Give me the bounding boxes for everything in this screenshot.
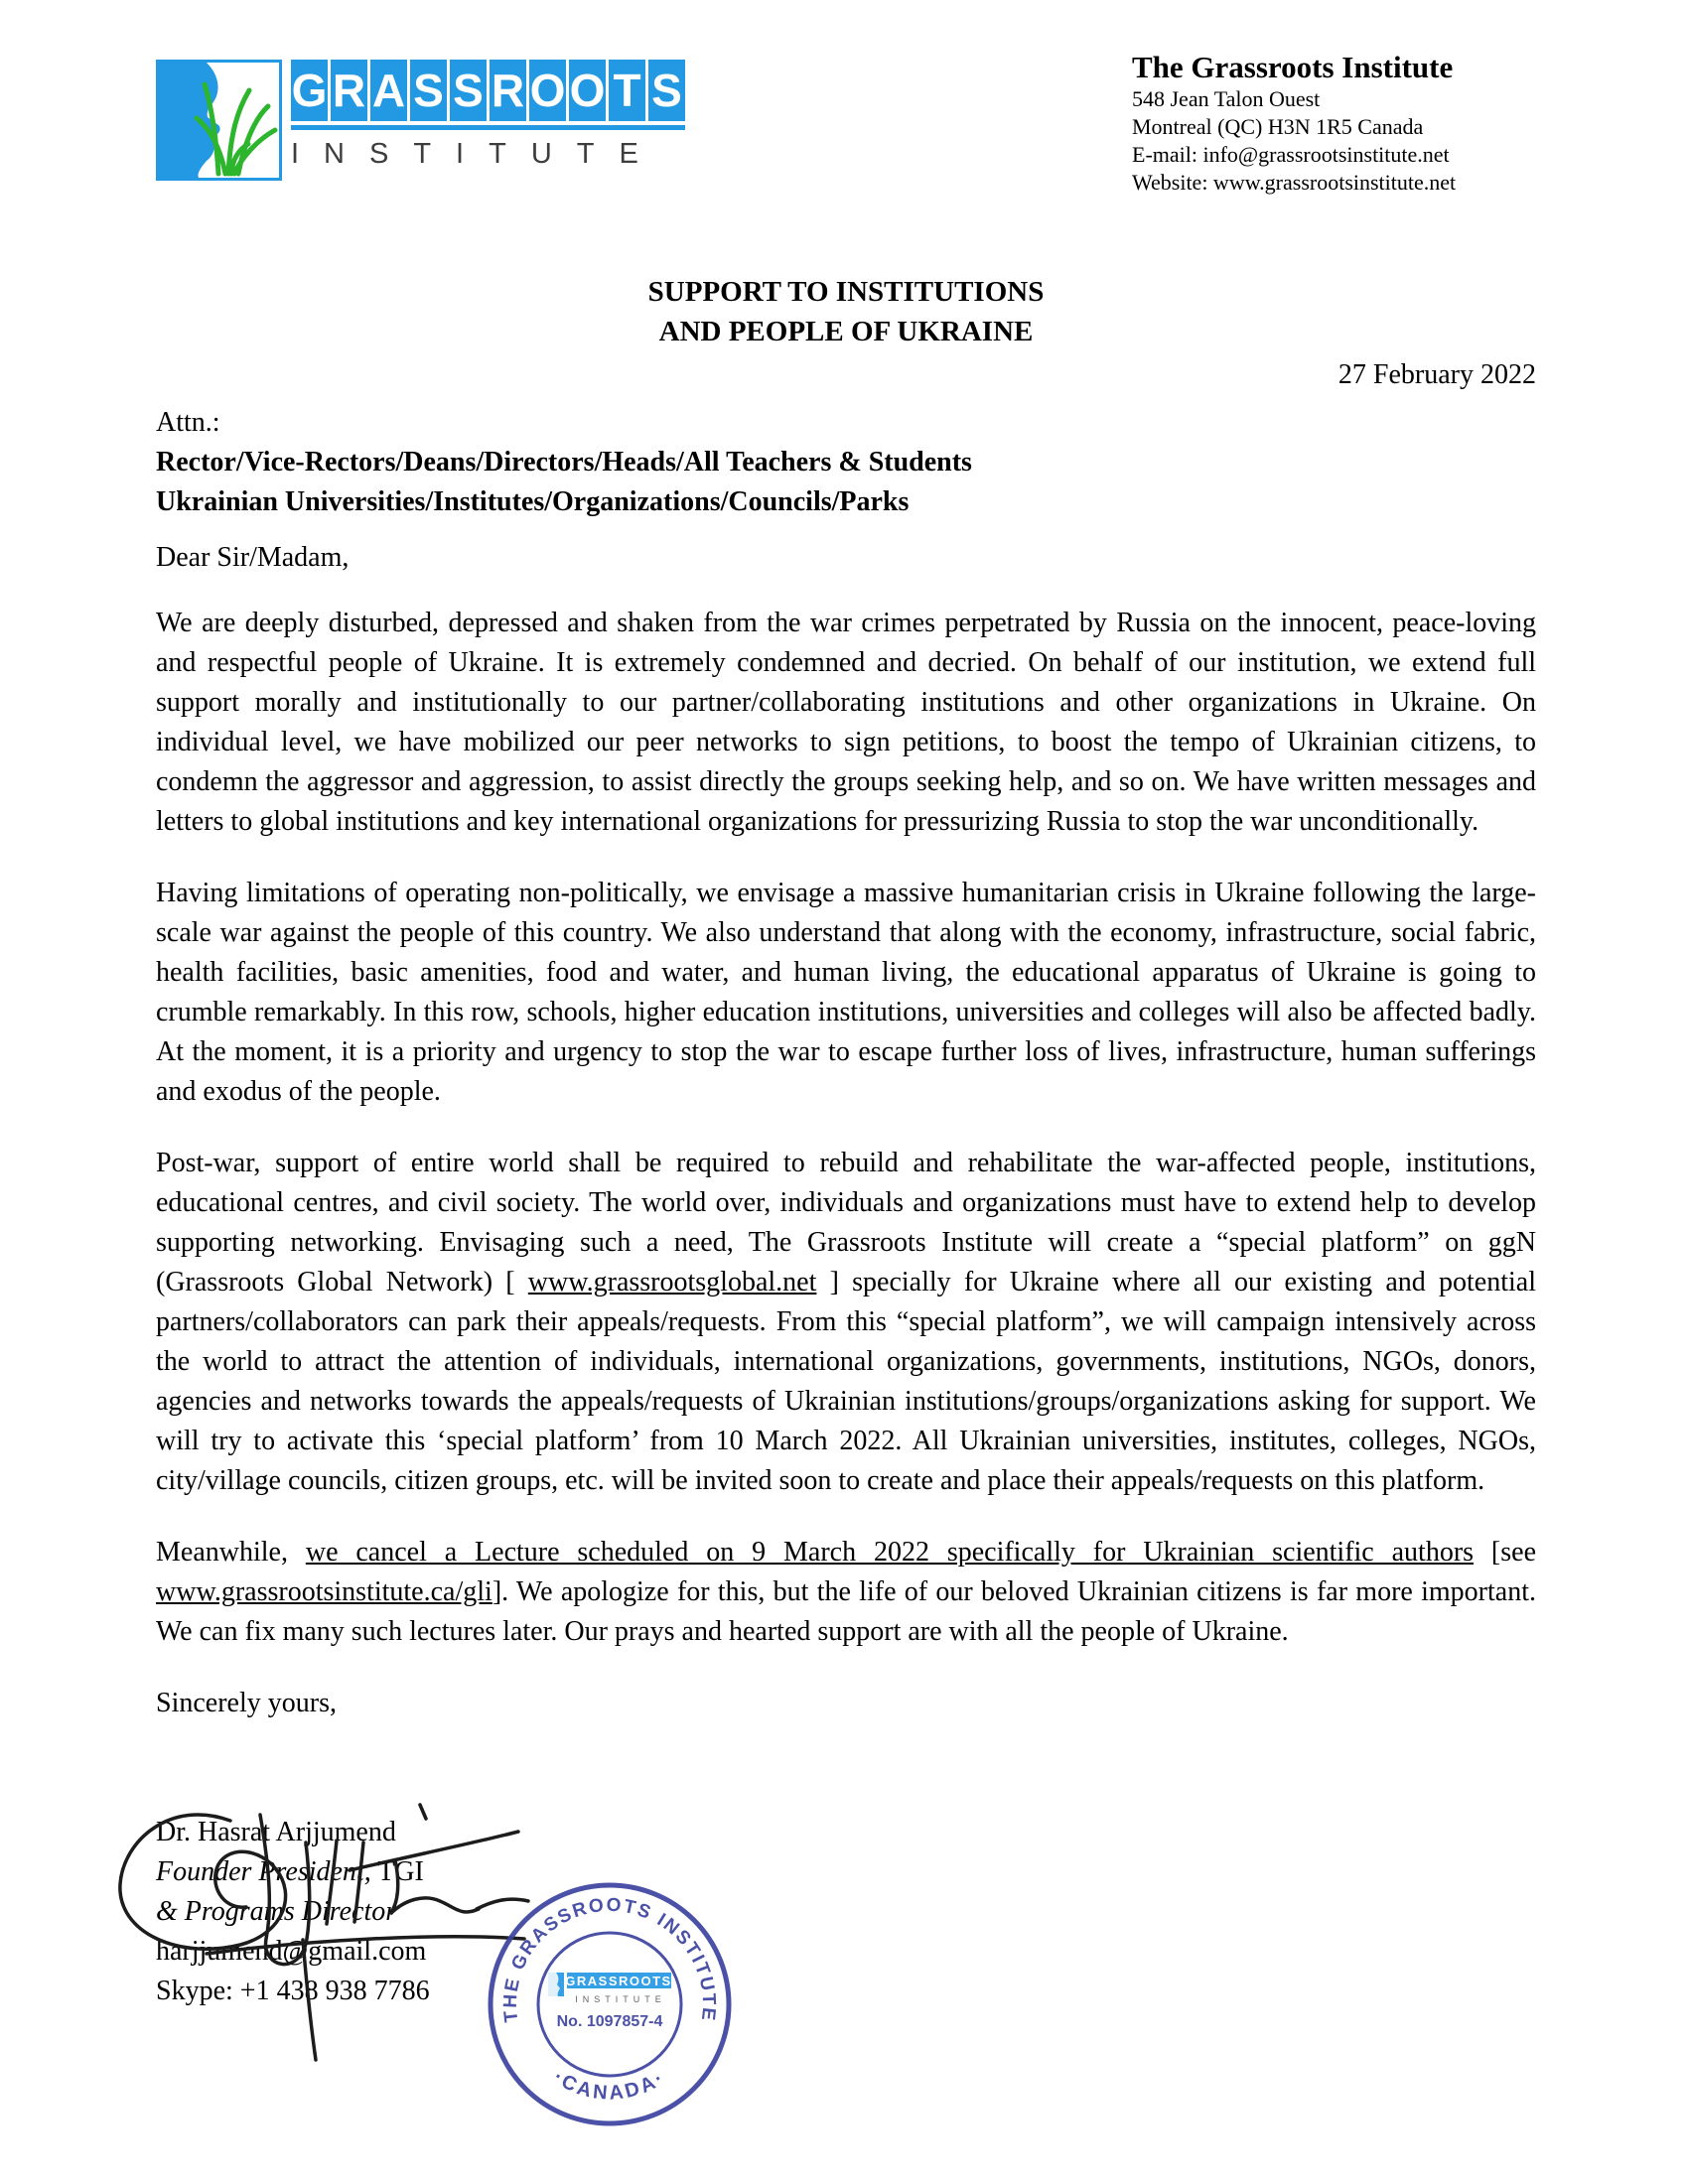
logo-letter: O	[529, 60, 566, 121]
logo-letter: S	[648, 60, 685, 121]
stamp-mini-logo	[548, 1973, 672, 2004]
letter-date: 27 February 2022	[1337, 359, 1536, 390]
closing: Sincerely yours,	[156, 1688, 337, 1718]
logo-underline	[291, 125, 685, 130]
org-email-line: E-mail: info@grassrootsinstitute.net	[1132, 142, 1450, 167]
subject-title	[156, 272, 1536, 351]
institute-stamp	[485, 1879, 735, 2134]
paragraph-4-text-end: ]. We apologize for this, but the life of our beloved Ukrainian citizens is far more important. We can fix many such lectures later. Our prays and hearted support are with all the people of Ukraine.	[156, 1576, 1536, 1647]
signer-title-2: & Programs Director	[156, 1896, 397, 1927]
signer-title-1-rest: TGI	[370, 1856, 424, 1887]
signature-block	[156, 1813, 1536, 2011]
signer-email: harjjumend@gmail.com	[156, 1936, 427, 1967]
paragraph-4-text: Meanwhile,	[156, 1537, 306, 1568]
paragraph-1: We are deeply disturbed, depressed and shaken from the war crimes perpetrated by Russia on the innocent, peace-loving and respectful people of Ukraine. It is extremely condemned and decried. On behalf of our institution, we extend full support morally and institutionally to our partner/collaborating institutions and other organizations in Ukraine. On individual level, we have mobilized our peer networks to sign petitions, to boost the tempo of Ukrainian citizens, to condemn the aggressor and aggression, to assist directly the groups seeking help, and so on. We have written messages and letters to global institutions and key international organizations for pressurizing Russia to stop the war unconditionally.	[156, 608, 1536, 837]
signer-name: Dr. Hasrat Arjjumend	[156, 1817, 396, 1847]
stamp-ring-text-bottom: ·CANADA·	[549, 2066, 670, 2105]
org-contact-block	[1132, 50, 1599, 197]
org-address-line-1: 548 Jean Talon Ouest	[1132, 86, 1321, 111]
stamp-mini-institute: INSTITUTE	[575, 1994, 666, 2004]
logo-letter: O	[569, 60, 606, 121]
paragraph-4-text-mid: [see	[1474, 1537, 1537, 1568]
attn-label: Attn.:	[156, 407, 220, 438]
stamp-mini-grassroots: GRASSROOTS	[565, 1974, 672, 1988]
ggn-link[interactable]: www.grassrootsglobal.net	[527, 1267, 817, 1297]
paragraph-2: Having limitations of operating non-politically, we envisage a massive humanitarian crisis in Ukraine following the large-scale war against the people of this country. We also understand that along with the economy, infrastructure, social fabric, health facilities, basic amenities, food and water, and human living, the educational apparatus of Ukraine is going to crumble remarkably. In this row, schools, higher education institutions, universities and colleges will also be affected badly. At the moment, it is a priority and urgency to stop the war to escape further loss of lives, infrastructure, human sufferings and exodus of the people.	[156, 878, 1536, 1107]
letterhead-logo	[156, 60, 685, 181]
paragraph-4	[156, 1533, 1536, 1652]
signer-skype: Skype: +1 438 938 7786	[156, 1976, 430, 2006]
paragraph-3	[156, 1144, 1536, 1501]
org-name: The Grassroots Institute	[1132, 50, 1454, 84]
attn-block	[156, 403, 1536, 522]
logo-letter: S	[410, 60, 447, 121]
logo-institute-label: INSTITUTE	[291, 138, 663, 170]
signer-title-1	[156, 1852, 1536, 1892]
gli-link[interactable]: www.grassrootsinstitute.ca/gli	[156, 1576, 492, 1607]
logo-letter: S	[450, 60, 487, 121]
letter-content	[156, 272, 1536, 2011]
stamp-ring-text-top: THE GRASSROOTS INSTITUTE	[499, 1894, 720, 2024]
org-address-line-2: Montreal (QC) H3N 1R5 Canada	[1132, 114, 1424, 139]
cancelled-lecture-text: we cancel a Lecture scheduled on 9 March 2022 specifically for Ukrainian scientific authors	[305, 1537, 1475, 1568]
subject-line-2: AND PEOPLE OF UKRAINE	[658, 316, 1034, 347]
logo-letter: T	[609, 60, 645, 121]
subject-line-1: SUPPORT TO INSTITUTIONS	[647, 276, 1045, 308]
paragraph-3-text: Post-war, support of entire world shall be required to rebuild and rehabilitate the war-affected people, institutions, educational centres, and civil society. The world over, individuals and organizations must have to extend help to develop supporting networking. Envisaging such a need, The Grassroots Institute will create a “special platform” on ggN (Grassroots Global Network) [	[156, 1148, 1536, 1297]
face-grass-icon	[156, 60, 282, 181]
salutation: Dear Sir/Madam,	[156, 542, 350, 573]
attn-line-1: Rector/Vice-Rectors/Deans/Directors/Heads/All Teachers & Students	[156, 447, 972, 478]
logo-letter: R	[331, 60, 367, 121]
logo-letter: A	[370, 60, 407, 121]
grassroots-tiles	[291, 60, 685, 121]
stamp-number: No. 1097857-4	[556, 2013, 663, 2030]
paragraph-3-text-after: ] specially for Ukraine where all our existing and potential partners/collaborators can park their appeals/requests. From this “special platform”, we will campaign intensively across the world to attract the attention of individuals, international organizations, governments, institutions, NGOs, donors, agencies and networks towards the appeals/requests of Ukrainian institutions/groups/organizations asking for support. We will try to activate this ‘special platform’ from 10 March 2022. All Ukrainian universities, institutes, colleges, NGOs, city/village councils, citizen groups, etc. will be invited soon to create and place their appeals/requests on this platform.	[156, 1267, 1536, 1496]
logo-letter: R	[490, 60, 526, 121]
org-website-line: Website: www.grassrootsinstitute.net	[1132, 170, 1457, 195]
logo-letter: G	[291, 60, 328, 121]
attn-line-2: Ukrainian Universities/Institutes/Organizations/Councils/Parks	[156, 486, 910, 517]
signer-title-1-italic: Founder President,	[156, 1856, 371, 1887]
